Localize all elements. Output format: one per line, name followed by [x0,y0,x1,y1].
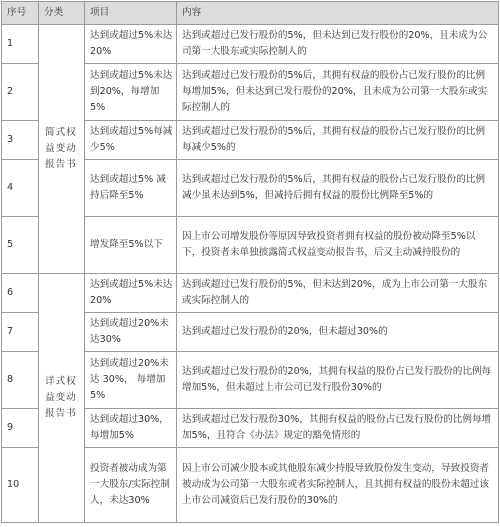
row-number: 1 [2,25,39,64]
row-item: 达到或超过20%未达 30%， 每增加5% [85,352,177,409]
table-row [2,25,499,64]
row-number: 8 [2,352,39,409]
row-item: 达到或超过5%未达20% [85,25,177,64]
row-number: 5 [2,217,39,274]
row-item: 达到或超过30%，每增加5% [85,409,177,448]
header-serial-number: 序号 [2,2,39,25]
row-number: 10 [2,448,39,523]
row-content: 达到或超过已发行股份的5%，但未达到已发行股份的20%，且未成为公司第一大股东或实际控制人的 [177,25,499,64]
row-content: 达到或超过已发行股份的5%后，其拥有权益的股份占已发行股份的比例每减少5%的 [177,121,499,160]
header-row [2,2,499,25]
row-content: 达到或超过已发行股份的5%后，其拥有权益的股份占已发行股份的比例减少虽未达到5%，但减持后拥有权益的股份比例降至5%的 [177,160,499,217]
row-content: 达到或超过已发行股份30%，其拥有权益的股份占已发行股份的比例每增加5%，且符合《办法》规定的豁免情形的 [177,409,499,448]
row-item: 达到或超过5%未达到20%，每增加5% [85,64,177,121]
table-row [2,274,499,313]
row-content: 因上市公司增发股份等原因导致投资者拥有权益的股份被动降至5%以下，投资者未单独披露简式权益变动报告书，后又主动减持股份的 [177,217,499,274]
row-content: 达到或超过已发行股份的5%后，其拥有权益的股份占已发行股份的比例每增加5%，但未达到已发行股份的20%，且未成为公司第一大股东或实际控制人的 [177,64,499,121]
row-item: 投资者被动成为第一大股东/实际控制人，未达30% [85,448,177,523]
row-number: 4 [2,160,39,217]
row-content: 因上市公司减少股本或其他股东减少持股导致股份发生变动，导致投资者被动成为公司第一大股东或者实际控制人，且其拥有权益的股份未超过该上市公司减资后已发行股份的30%的 [177,448,499,523]
row-number: 3 [2,121,39,160]
row-item: 达到或超过5% 减持后降至5% [85,160,177,217]
row-number: 6 [2,274,39,313]
disclosure-table [1,1,499,523]
row-item: 达到或超过5%未达20% [85,274,177,313]
header-content: 内容 [177,2,499,25]
row-item: 达到或超过20%未达30% [85,313,177,352]
row-content: 达到或超过已发行股份的20%，其拥有权益的股份占已发行股份的比例每增加5%，但未超过上市公司已发行股份30%的 [177,352,499,409]
row-item: 达到或超过5%每减少5% [85,121,177,160]
row-content: 达到或超过已发行股份的5%，但未达到20%，成为上市公司第一大股东或实际控制人的 [177,274,499,313]
row-number: 7 [2,313,39,352]
row-content: 达到或超过已发行股份的20%，但未超过30%的 [177,313,499,352]
header-category: 分类 [39,2,85,25]
row-item: 增发降至5%以下 [85,217,177,274]
row-number: 2 [2,64,39,121]
row-number: 9 [2,409,39,448]
header-item: 项目 [85,2,177,25]
category-detailed-report: 详式权益变动报告书 [39,274,85,523]
category-simple-report: 简式权益变动报告书 [39,25,85,274]
